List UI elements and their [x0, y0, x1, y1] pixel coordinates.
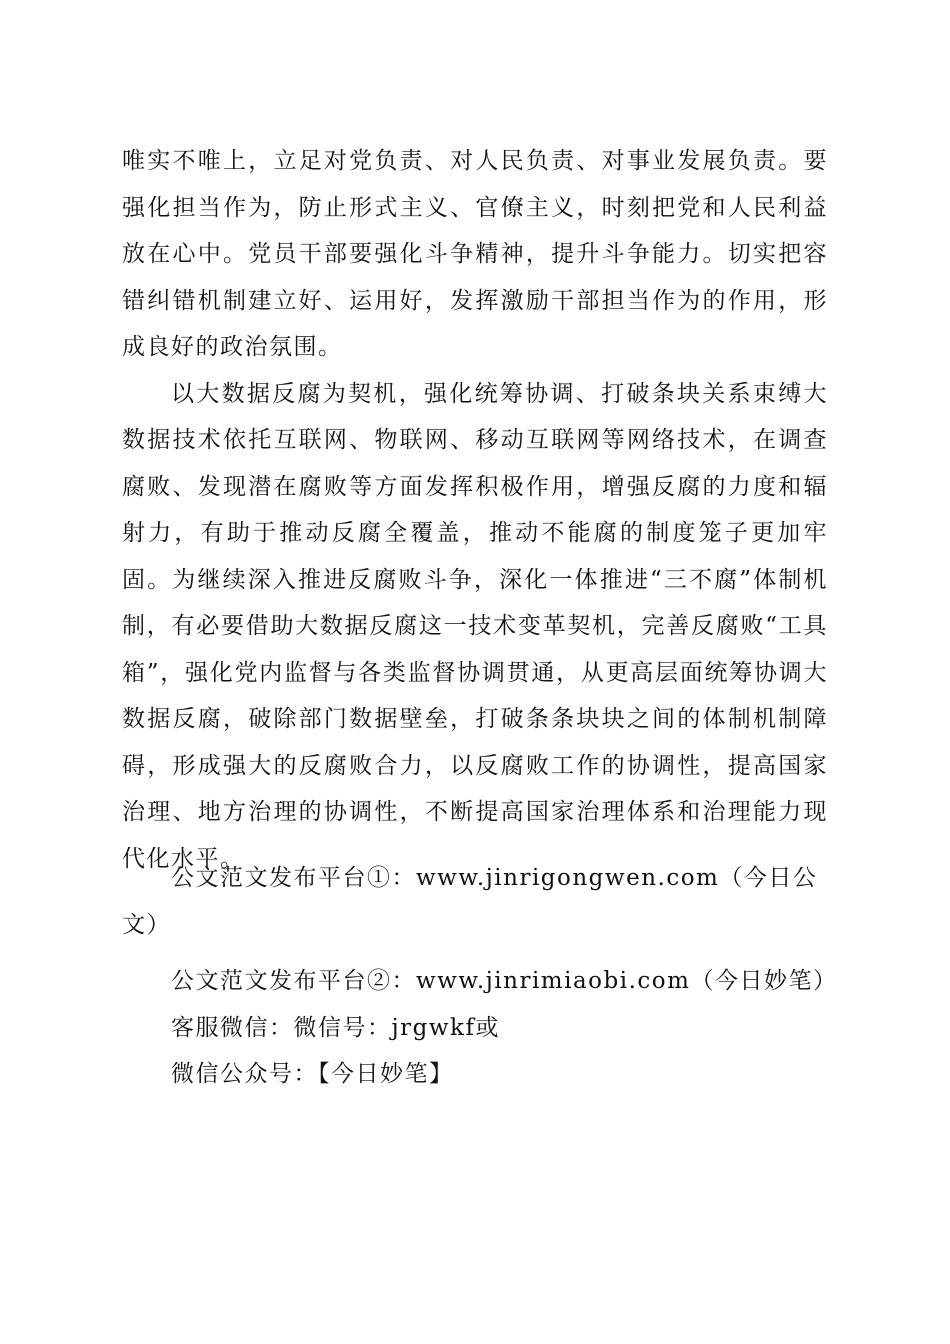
footer-wechat-service: 客服微信：微信号：jrgwkf或: [171, 1014, 500, 1041]
paragraph-big-data-anticorruption: 以大数据反腐为契机，强化统筹协调、打破条块关系束缚大数据技术依托互联网、物联网、移动互联网等网络技术，在调查腐败、发现潜在腐败等方面发挥积极作用，增强反腐的力度和辐射力，有助于推动反腐全覆盖，推动不能腐的制度笼子更加牢固。为继续深入推进反腐败斗争，深化一体推进“三不腐”体制机制，有必要借助大数据反腐这一技术变革契机，完善反腐败“工具箱”，强化党内监督与各类监督协调贯通，从更高层面统筹协调大数据反腐，破除部门数据壁垒，打破条条块块之间的体制机制障碍，形成强大的反腐败合力，以反腐败工作的协调性，提高国家治理、地方治理的协调性，不断提高国家治理体系和治理能力现代化水平。: [122, 380, 828, 872]
footer-platform-2: 公文范文发布平台②：www.jinrimiaobi.com（今日妙笔）: [171, 968, 838, 994]
paragraph-continuation: 唯实不唯上，立足对党负责、对人民负责、对事业发展负责。要强化担当作为，防止形式主义、官僚主义，时刻把党和人民利益放在心中。党员干部要强化斗争精神，提升斗争能力。切实把容错纠错机制建立好、运用好，发挥激励干部担当作为的作用，形成良好的政治氛围。: [122, 148, 828, 360]
footer-wechat-official: 微信公众号：【今日妙笔】: [171, 1061, 454, 1087]
footer-platform-1: 公文范文发布平台①：www.jinrigongwen.com（今日公文）: [122, 865, 818, 938]
document-body: [122, 138, 828, 882]
document-footer: [122, 855, 838, 1098]
